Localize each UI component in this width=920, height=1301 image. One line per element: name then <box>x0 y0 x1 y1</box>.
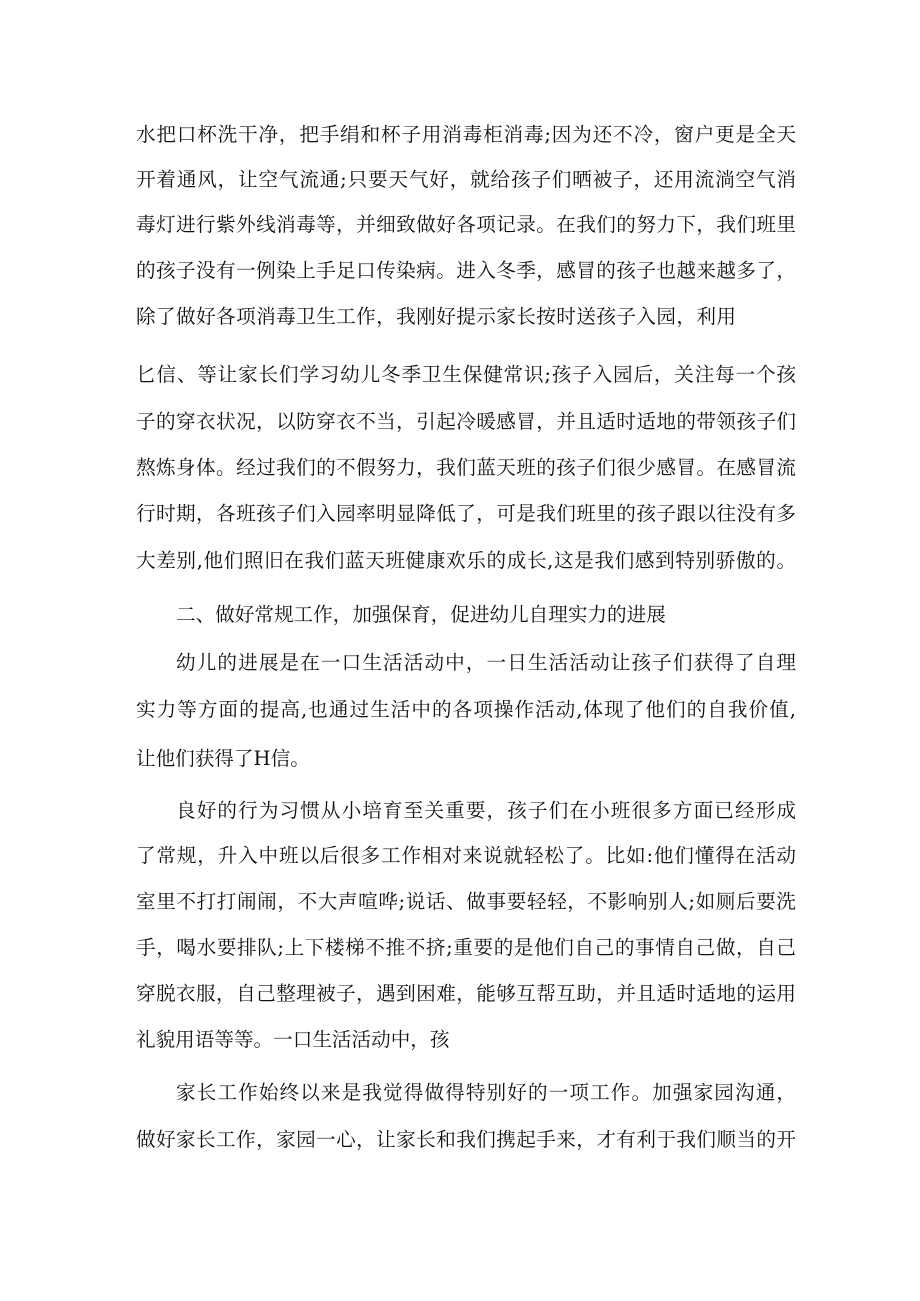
section-heading: 二、做好常规工作，加强保育，促进幼儿自理实力的进展 <box>176 603 666 626</box>
paragraph-line: 子的穿衣状况，以防穿衣不当，引起冷暖感冒，并且适时适地的带领孩子们 <box>136 410 796 433</box>
paragraph-line: 的孩子没有一例染上手足口传染病。进入冬季，感冒的孩子也越来越多了， <box>136 259 796 282</box>
paragraph-line: 行时期，各班孩子们入园率明显降低了，可是我们班里的孩子跟以往没有多 <box>136 502 796 525</box>
paragraph-line: 礼貌用语等等。一口生活活动中，孩 <box>136 1028 450 1051</box>
paragraph-line: 了常规，升入中班以后很多工作相对来说就轻松了。比如:他们懂得在活动 <box>136 844 796 867</box>
paragraph-line: 大差别,他们照旧在我们蓝天班健康欢乐的成长,这是我们感到特别骄傲的。 <box>136 549 796 572</box>
paragraph-line: 家长工作始终以来是我觉得做得特别好的一项工作。加强家园沟通， <box>176 1081 796 1104</box>
paragraph-line: 水把口杯洗干净，把手绢和杯子用消毒柜消毒;因为还不冷，窗户更是全天 <box>136 123 796 146</box>
paragraph-line: 良好的行为习惯从小培育至关重要，孩子们在小班很多方面已经形成 <box>176 799 796 822</box>
paragraph-line: 让他们获得了H信。 <box>136 747 310 770</box>
paragraph-line: 做好家长工作，家园一心，让家长和我们携起手来，才有利于我们顺当的开 <box>136 1128 796 1151</box>
paragraph-line: 毒灯进行紫外线消毒等，并细致做好各项记录。在我们的努力下，我们班里 <box>136 213 796 236</box>
paragraph-line: 实力等方面的提高,也通过生活中的各项操作活动,体现了他们的自我价值, <box>136 698 796 721</box>
paragraph-line: 手，喝水要排队;上下楼梯不推不挤;重要的是他们自己的事情自己做，自己 <box>136 936 796 959</box>
paragraph-line: 穿脱衣服，自己整理被子，遇到困难，能够互帮互助，并且适时适地的运用 <box>136 982 796 1005</box>
paragraph-line: 匕信、等让家长们学习幼儿冬季卫生保健常识;孩子入园后，关注每一个孩 <box>136 363 796 386</box>
paragraph-line: 室里不打打闹闹，不大声喧哗;说话、做事要轻轻，不影响别人;如厕后要洗 <box>136 890 796 913</box>
paragraph-line: 幼儿的进展是在一口生活活动中，一日生活活动让孩子们获得了自理 <box>176 651 796 674</box>
paragraph-line: 熬炼身体。经过我们的不假努力，我们蓝天班的孩子们很少感冒。在感冒流 <box>136 456 796 479</box>
paragraph-line: 除了做好各项消毒卫生工作，我刚好提示家长按时送孩子入园，利用 <box>136 305 736 328</box>
paragraph-line: 开着通风，让空气流通;只要天气好，就给孩子们晒被子，还用流淌空气消 <box>136 168 796 191</box>
